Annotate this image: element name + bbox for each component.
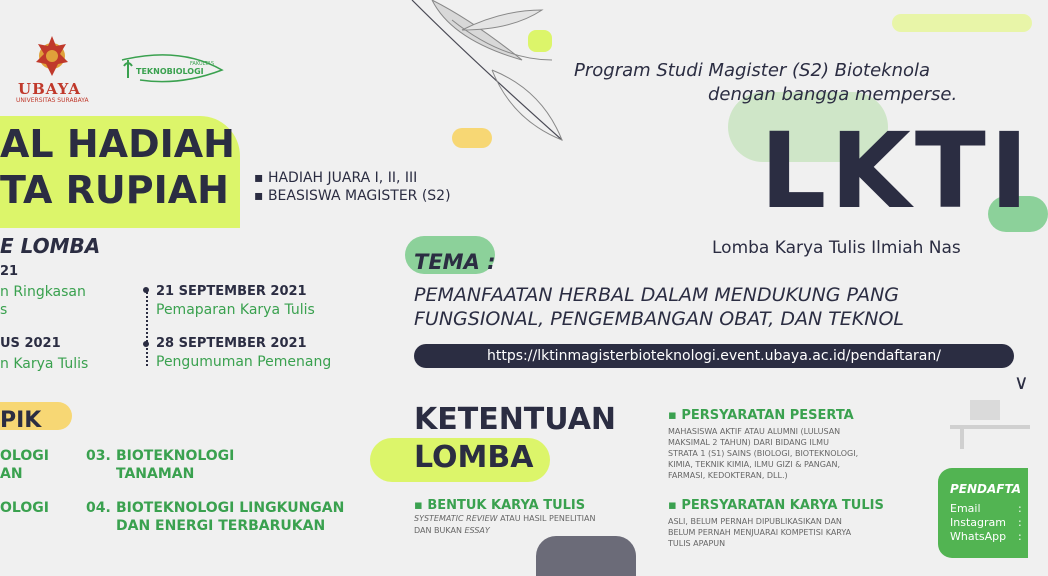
karya-line: TULIS APAPUN — [668, 539, 726, 548]
topik-item-2-line1: OLOGI — [0, 500, 49, 516]
teknobiologi-label: TEKNOBIOLOGI — [136, 67, 204, 76]
tema-line-1: PEMANFAATAN HERBAL DALAM MENDUKUNG PANG — [414, 284, 900, 306]
tema-line-2: FUNGSIONAL, PENGEMBANGAN OBAT, DAN TEKNOL — [414, 308, 905, 330]
registration-url-text[interactable]: https://lktinmagisterbioteknologi.event.ubaya.ac.id/pendaftaran/ — [487, 348, 941, 364]
bentuk-karya-line-2 — [414, 526, 490, 535]
peserta-line: MAHASISWA AKTIF ATAU ALUMNI (LULUSAN — [668, 427, 841, 436]
jadwal-left-desc-1: n Ringkasan — [0, 284, 86, 300]
topik-item-3-num: 03. — [86, 448, 111, 464]
bentuk-karya-essay: ESSAY — [464, 526, 490, 535]
header-line-2: dengan bangga memperse. — [708, 84, 958, 105]
bentuk-karya-pre: DAN BUKAN — [414, 526, 465, 535]
hadiah-line-1: AL HADIAH — [0, 122, 235, 166]
topik-title: PIK — [0, 408, 42, 433]
fakultas-label: FAKULTAS — [190, 61, 214, 67]
bentuk-karya-line-1 — [414, 514, 595, 523]
pendaftaran-row-email: Email : — [950, 502, 1022, 515]
karya-line: ASLI, BELUM PERNAH DIPUBLIKASIKAN DAN — [668, 517, 842, 526]
topik-item-4-num: 04. — [86, 500, 111, 516]
topik-item-1-line2: AN — [0, 466, 23, 482]
jadwal-right-desc-1: Pemaparan Karya Tulis — [156, 302, 315, 318]
chevron-down-icon: ∨ — [1014, 370, 1029, 394]
bentuk-karya-mid: ATAU HASIL PENELITIAN — [497, 514, 596, 523]
jadwal-left-date-3: US 2021 — [0, 336, 61, 351]
peserta-line: STRATA 1 (S1) SAINS (BIOLOGI, BIOTEKNOLOGI, — [668, 449, 859, 458]
jadwal-right-date-1: 21 SEPTEMBER 2021 — [156, 284, 307, 299]
jadwal-left-desc-3: n Karya Tulis — [0, 356, 89, 372]
lktin-title: LKTI — [760, 110, 1033, 232]
ubaya-logo-icon — [32, 34, 72, 80]
topik-item-3-line1: BIOTEKNOLOGI — [116, 448, 235, 464]
jadwal-left-desc-2: s — [0, 302, 8, 318]
pendaftaran-row-instagram: Instagram : — [950, 516, 1022, 529]
topik-item-4-line2: DAN ENERGI TERBARUKAN — [116, 518, 326, 534]
peserta-line: KIMIA, TEKNIK KIMIA, ILMU GIZI & PANGAN, — [668, 460, 840, 469]
pendaftaran-rows — [950, 502, 1022, 544]
hadiah-item-2: ▪ BEASISWA MAGISTER (S2) — [254, 188, 451, 204]
timeline-line — [146, 288, 148, 366]
ketentuan-title-2: LOMBA — [414, 440, 534, 475]
timeline-dot-2 — [143, 341, 149, 347]
jadwal-left-date-1: 21 — [0, 264, 19, 279]
teknobiologi-logo — [120, 52, 225, 88]
pendaftaran-row-whatsapp: WhatsApp : — [950, 530, 1022, 543]
hadiah-item-1: ▪ HADIAH JUARA I, II, III — [254, 170, 417, 186]
lime-blob-top-right — [892, 14, 1032, 32]
persyaratan-karya-title: ▪ PERSYARATAN KARYA TULIS — [668, 498, 884, 513]
topik-item-1-line1: OLOGI — [0, 448, 49, 464]
ubaya-wordmark: UBAYA — [18, 80, 82, 98]
ubaya-subtitle: UNIVERSITAS SURABAYA — [16, 97, 89, 104]
hadiah-line-2: TA RUPIAH — [0, 168, 229, 212]
karya-line: BELUM PERNAH MENJUARAI KOMPETISI KARYA — [668, 528, 852, 537]
jadwal-right-date-2: 28 SEPTEMBER 2021 — [156, 336, 307, 351]
jadwal-title: E LOMBA — [0, 234, 101, 258]
peserta-line: FARMASI, KEDOKTERAN, DLL.) — [668, 471, 788, 480]
bentuk-karya-title: ▪ BENTUK KARYA TULIS — [414, 498, 585, 513]
timeline-dot-1 — [143, 287, 149, 293]
header-line-1: Program Studi Magister (S2) Bioteknola — [574, 60, 931, 81]
grey-blob-bottom — [536, 536, 636, 576]
peserta-line: MAKSIMAL 2 TAHUN) DARI BIDANG ILMU — [668, 438, 829, 447]
pendaftaran-title: PENDAFTA — [950, 482, 1022, 496]
persyaratan-peserta-body — [668, 426, 858, 481]
leaf-illustration — [392, 0, 592, 150]
jadwal-right-desc-2: Pengumuman Pemenang — [156, 354, 332, 370]
tema-label: TEMA : — [414, 250, 496, 274]
topik-item-4-line1: BIOTEKNOLOGI LINGKUNGAN — [116, 500, 345, 516]
persyaratan-karya-body — [668, 516, 851, 549]
persyaratan-peserta-title: ▪ PERSYARATAN PESERTA — [668, 408, 854, 423]
topik-item-3-line2: TANAMAN — [116, 466, 195, 482]
bentuk-karya-em: SYSTEMATIC REVIEW — [414, 514, 498, 523]
ketentuan-title-1: KETENTUAN — [414, 402, 617, 437]
registration-url-link[interactable] — [414, 344, 1014, 368]
lktin-subtitle: Lomba Karya Tulis Ilmiah Nas — [712, 238, 961, 258]
